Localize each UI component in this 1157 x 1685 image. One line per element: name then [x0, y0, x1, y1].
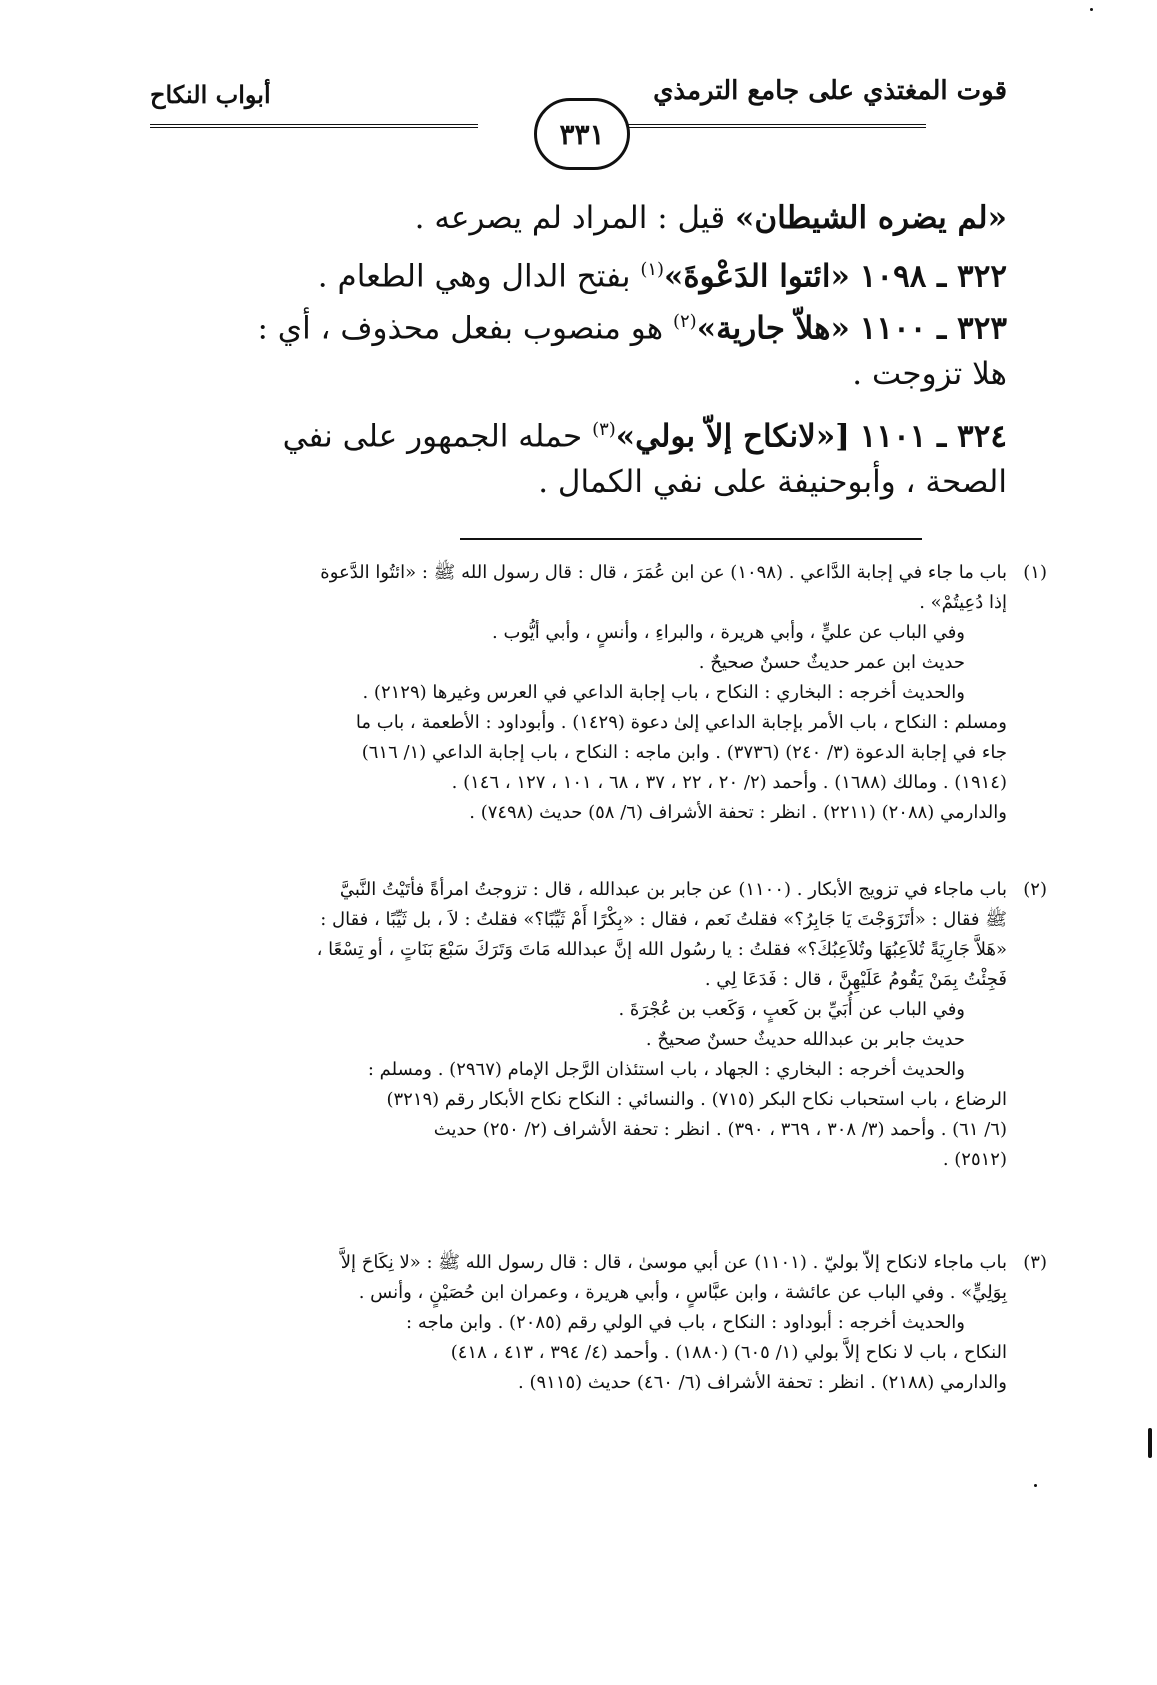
footnote-1-line: والدارمي (٢٠٨٨) (٢٢١١) . انظر : تحفة الأشراف (٦/ ٥٨) حديث (٧٤٩٨) .: [469, 802, 1007, 823]
footnote-2: [147, 875, 1047, 1175]
footnote-2-line: والحديث أخرجه : البخاري : الجهاد ، باب استئذان الرَّجل الإمام (٢٩٦٧) . ومسلم :: [367, 1059, 965, 1080]
main-line-1: [147, 192, 1007, 244]
footnote-1-line: جاء في إجابة الدعوة (٣/ ٢٤٠) (٣٧٣٦) . وابن ماجه : النكاح ، باب إجابة الداعي (١/ ٦١٦): [361, 742, 1007, 763]
footnote-1-line: حديث ابن عمر حديثٌ حسنٌ صحيحٌ .: [698, 652, 965, 673]
entry-322: [147, 244, 1007, 296]
footnote-2-line: (٦/ ٦١) . وأحمد (٣/ ٣٠٨ ، ٣٦٩ ، ٣٩٠) . انظر : تحفة الأشراف (٢/ ٢٥٠) حديث: [433, 1119, 1007, 1140]
footnote-3-line: والدارمي (٢١٨٨) . انظر : تحفة الأشراف (٦/ ٤٦٠) حديث (٩١١٥) .: [518, 1372, 1007, 1393]
footnote-2-line: ﷺ فقال : «أتَزَوَجْتَ يَا جَابِرُ؟» فقلتُ نَعم ، فقال : «بِكْرًا أَمْ ثَيِّبًا؟» فقلتُ : لاَ ، بل ثَيِّبًا ، فقال :: [320, 909, 1007, 930]
footnote-2-line: الرضاع ، باب استحباب نكاح البكر (٧١٥) . والنسائي : النكاح نكاح الأبكار رقم (٣٢١٩): [386, 1089, 1007, 1110]
entry-322-number: ٣٢٢ ـ ١٠٩٨: [859, 258, 1007, 295]
entry-322-ref: (١): [640, 259, 665, 280]
book-title: قوت المغتذي على جامع الترمذي: [653, 76, 1007, 106]
footnote-2-line: «هَلاَّ جَارِيَةً تُلاَعِبُهَا وتُلاَعِبُكَ؟» فقلتُ : يا رسُول الله إنَّ عبدالله مَاتَ وَتَرَكَ سَبْعَ بَنَاتٍ ، أو تِسْعًا ،: [316, 939, 1007, 960]
footnote-2-line: حديث جابر بن عبدالله حديثٌ حسنٌ صحيحٌ .: [645, 1029, 965, 1050]
section-title: أبواب النكاح: [150, 80, 271, 109]
entry-322-quote: «ائتوا الدَعْوةَ»: [664, 258, 850, 295]
footnote-1-number: (١): [1023, 562, 1047, 583]
entry-324-continuation: الصحة ، وأبوحنيفة على نفي الكمال .: [538, 464, 1007, 500]
page-number: ٣٣١: [534, 98, 630, 170]
footnote-2-line: فَجِئْتُ بِمَنْ يَقُومُ عَلَيْهِنَّ ، قال : فَدَعَا لِي .: [704, 969, 1007, 990]
header-rule-left: [150, 124, 478, 132]
scan-edge-mark: [1148, 1428, 1152, 1458]
entry-324-number: ٣٢٤ ـ ١١٠١: [859, 418, 1007, 455]
footnote-1-line: إذا دُعِيتُمْ» .: [919, 592, 1007, 613]
entry-323: [147, 296, 1007, 348]
footnote-1-line: باب ما جاء في إجابة الدَّاعي . (١٠٩٨) عن ابن عُمَرَ ، قال : قال رسول الله ﷺ : «ائتُوا الدَّعوة: [320, 562, 1007, 583]
footnote-1: [147, 558, 1047, 828]
scan-speck: [1034, 1484, 1037, 1487]
footnote-2-line: باب ماجاء في تزويج الأبكار . (١١٠٠) عن جابر بن عبدالله ، قال : تزوجتُ امرأةً فأتَيْتُ النَّبيَّ: [339, 879, 1007, 900]
entry-323-quote: «هلاّ جارية»: [696, 310, 850, 347]
footnote-2-number: (٢): [1023, 879, 1047, 900]
footnote-3-line: النكاح ، باب لا نكاح إلاَّ بولي (١/ ٦٠٥) (١٨٨٠) . وأحمد (٤/ ٣٩٤ ، ٤١٣ ، ٤١٨): [450, 1342, 1007, 1363]
footnote-2-line: (٢٥١٢) .: [942, 1149, 1007, 1170]
entry-324: [147, 404, 1007, 456]
entry-323-number: ٣٢٣ ـ ١١٠٠: [859, 310, 1007, 347]
footnote-3-line: بِوَلِيٍّ» . وفي الباب عن عائشة ، وابن عبَّاسٍ ، وأبي هريرة ، وعمران ابن حُصَيْنٍ ، وأنس .: [358, 1282, 1007, 1303]
entry-324-text: حمله الجمهور على نفي: [282, 418, 593, 455]
entry-322-text: بفتح الدال وهي الطعام .: [317, 258, 641, 295]
footnote-1-line: والحديث أخرجه : البخاري : النكاح ، باب إجابة الداعي في العرس وغيرها (٢١٢٩) .: [362, 682, 965, 703]
main-line-1-text: قيل : المراد لم يصرعه .: [414, 200, 736, 236]
entry-323-ref: (٢): [672, 311, 697, 332]
main-line-1-quote: «لم يضره الشيطان»: [735, 200, 1007, 236]
footnote-separator: [460, 538, 922, 540]
scan-speck: [1090, 8, 1093, 11]
footnote-3-line: والحديث أخرجه : أبوداود : النكاح ، باب في الولي رقم (٢٠٨٥) . وابن ماجه :: [406, 1312, 965, 1333]
footnote-3: [147, 1248, 1047, 1398]
main-text: [147, 192, 1007, 508]
entry-324-ref: (٣): [592, 419, 616, 440]
footnote-3-number: (٣): [1023, 1252, 1047, 1273]
footnote-1-line: (١٩١٤) . ومالك (١٦٨٨) . وأحمد (٢/ ٢٠ ، ٢٢ ، ٣٧ ، ٦٨ ، ١٠١ ، ١٢٧ ، ١٤٦) .: [451, 772, 1007, 793]
footnote-3-line: باب ماجاء لانكاح إلاّ بوليّ . (١١٠١) عن أبي موسىٰ ، قال : قال رسول الله ﷺ : «لا نِكَاحَ إلاَّ: [340, 1252, 1007, 1273]
entry-324-quote: [«لانكاح إلاّ بولي»: [615, 418, 850, 455]
entry-323-text: هو منصوب بفعل محذوف ، أي :: [257, 310, 673, 347]
footnote-2-line: وفي الباب عن أُبَيِّ بن كَعبٍ ، وَكَعب بن عُجْرَةَ .: [618, 999, 965, 1020]
entry-323-continuation: هلا تزوجت .: [852, 356, 1007, 392]
footnote-1-line: وفي الباب عن عليٍّ ، وأبي هريرة ، والبراءِ ، وأنسٍ ، وأبي أيُّوب .: [492, 622, 965, 643]
footnote-1-line: ومسلم : النكاح ، باب الأمر بإجابة الداعي إلىٰ دعوة (١٤٢٩) . وأبوداود : الأطعمة ، باب ما: [355, 712, 1007, 733]
